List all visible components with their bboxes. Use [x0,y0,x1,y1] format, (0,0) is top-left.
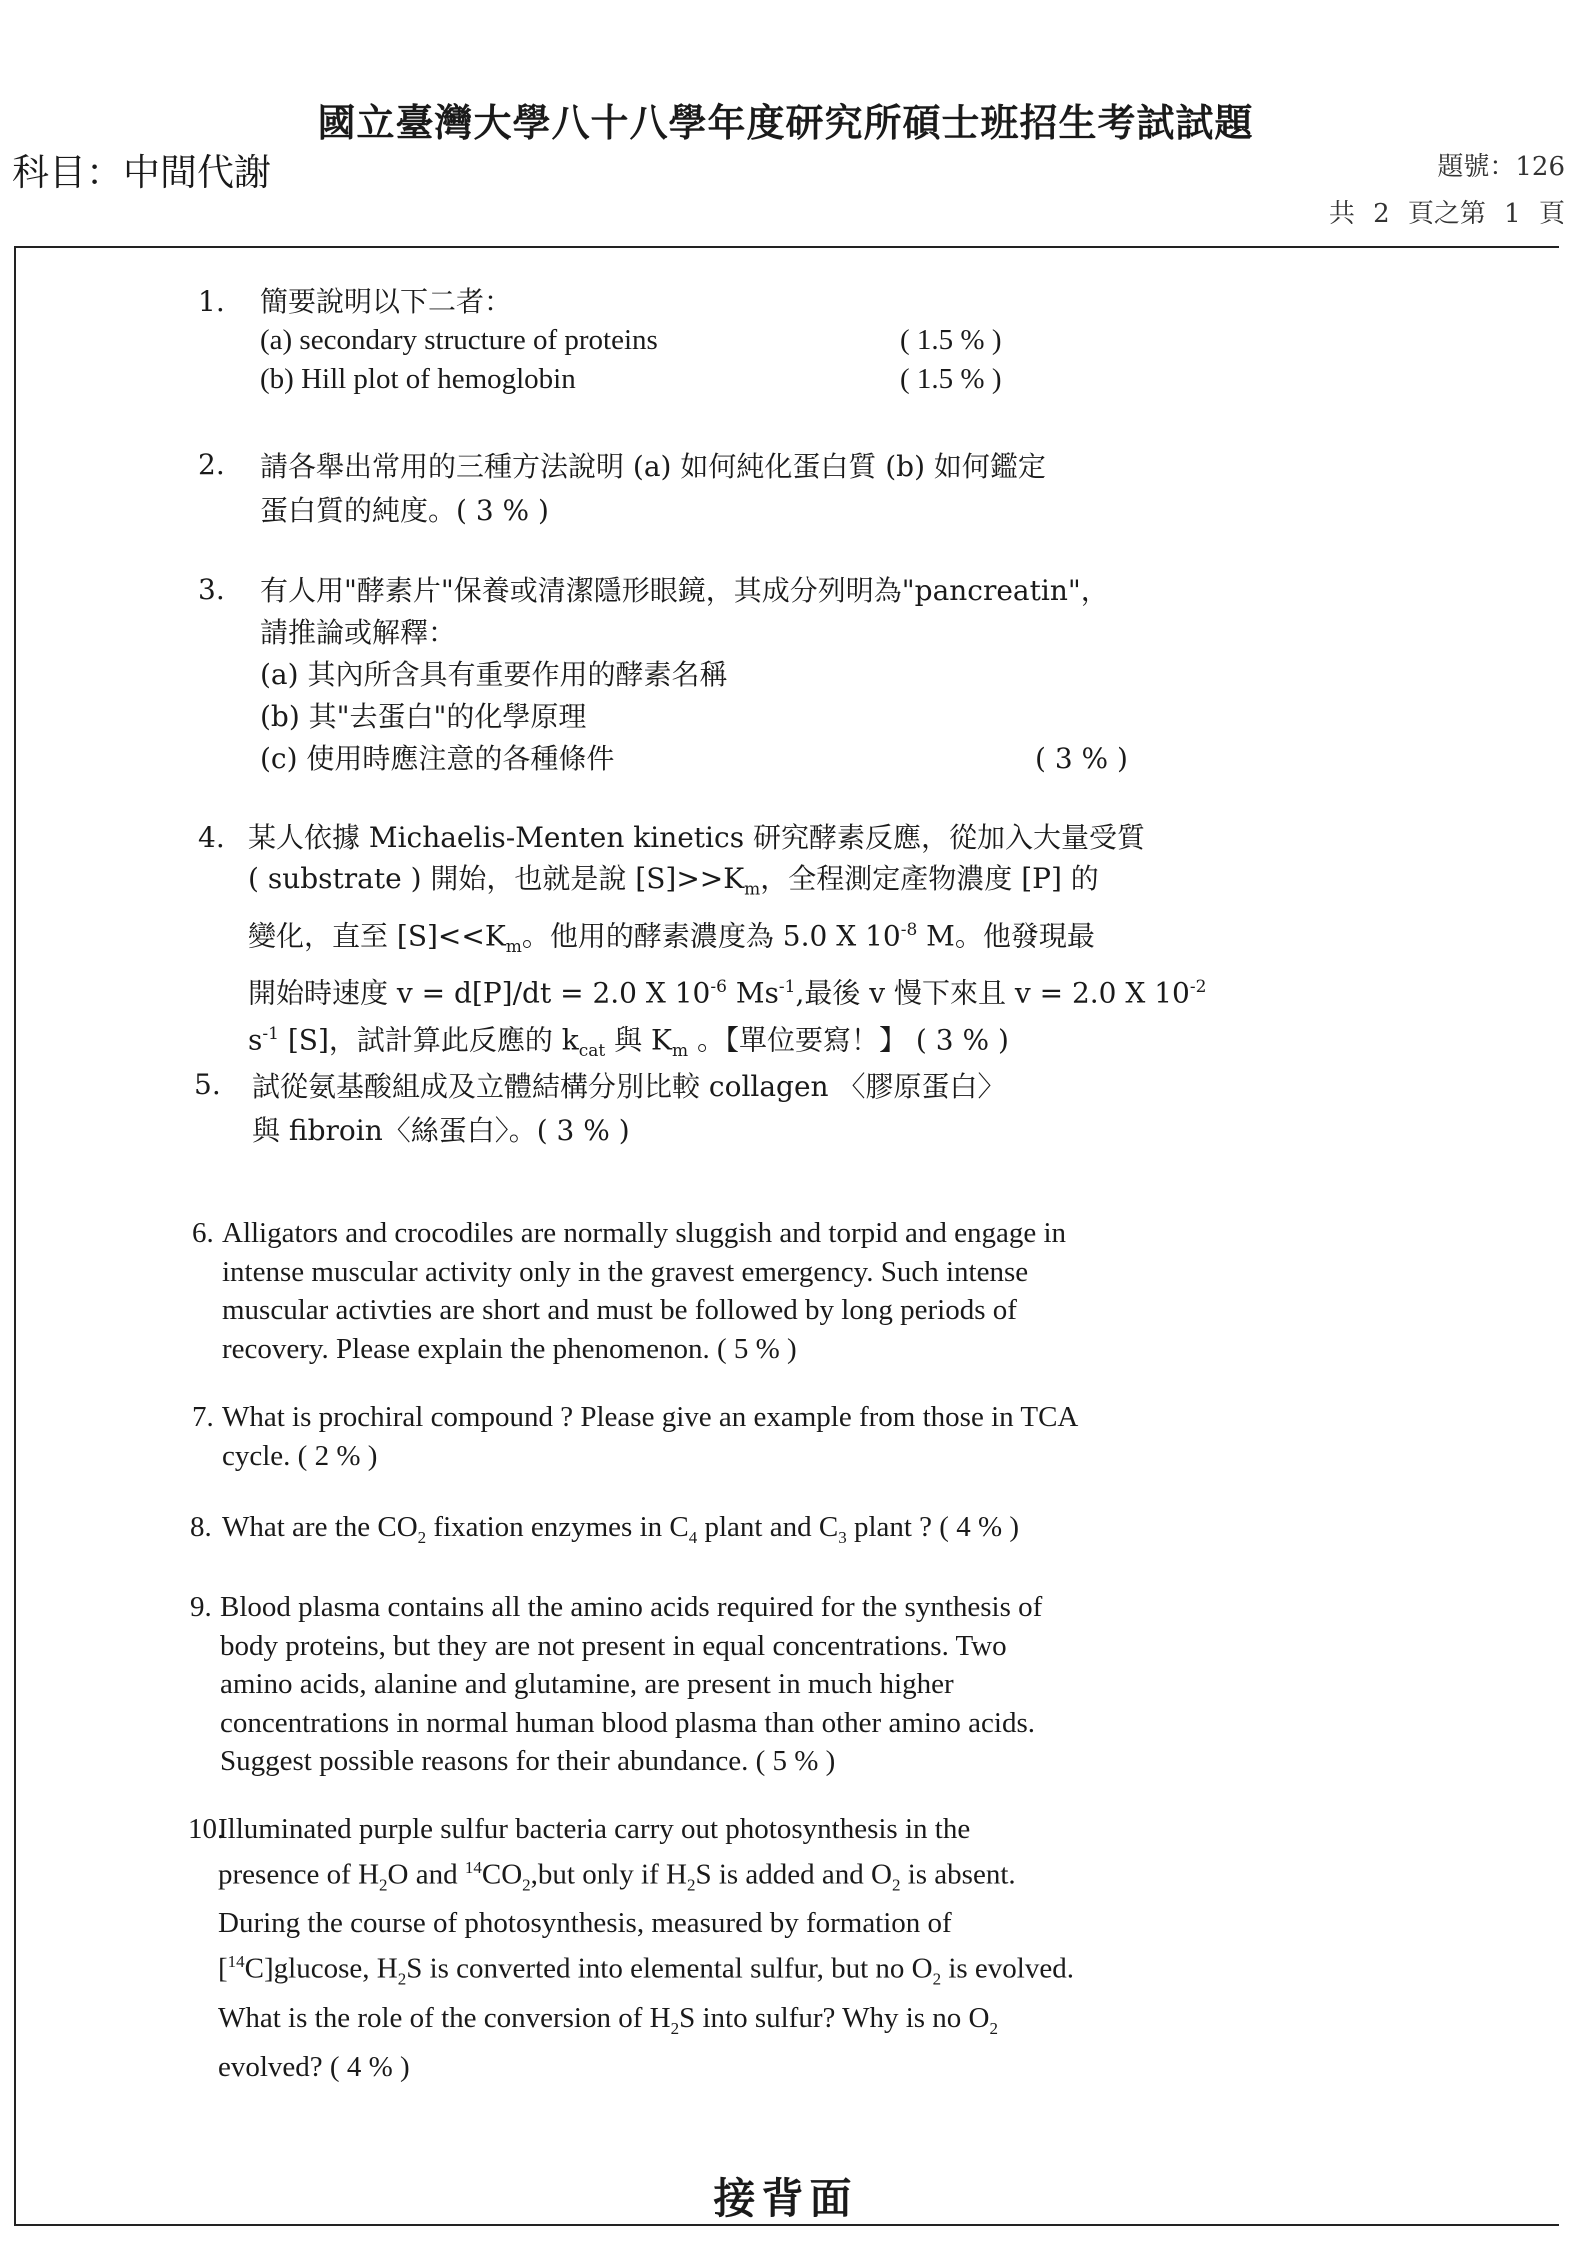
page-indicator: 共 2 頁之第 1 頁 [1328,199,1565,229]
question-text-line: $s^{-1}$ [S]，試計算此反應的 $k_{cat}$ 與 $K_m$ 。【單位要寫！】 ( 3 % ) [248,1023,1009,1061]
question-text-line: What is the role of the conversion of $H_2S$ into sulfur? Why is no $O_2$ [218,2001,998,2038]
question-text-line: muscular activties are short and must be followed by long periods of [222,1294,1017,1326]
question-8 [190,1508,1019,1557]
question-text-line: Alligators and crocodiles are normally sluggish and torpid and engage in [222,1217,1067,1249]
question-number: 4. [198,821,225,854]
question-number: 9. [190,1591,212,1623]
question-text-line: Illuminated purple sulfur bacteria carry out photosynthesis in the [218,1813,971,1845]
question-text-line: intense muscular activity only in the gravest emergency. Such intense [222,1255,1029,1288]
question-text-line: 與 fibroin〈絲蛋白〉。( 3 % ) [252,1114,630,1147]
question-6 [192,1214,1066,1368]
question-number: 6. [192,1217,214,1249]
question-7 [192,1398,1078,1475]
question-text-line: [$^{14}$C]glucose, $H_2S$ is converted into elemental sulfur, but no $O_2$ is evolved. [218,1951,1074,1989]
question-number: 7. [192,1401,214,1433]
exam-title: 國立臺灣大學八十八學年度研究所碩士班招生考試試題 [317,100,1254,145]
question-1 [198,282,1002,398]
question-text-line: 開始時速度 v = d[P]/dt = 2.0 X $10^{-6}$ $Ms^{-1}$,最後 v 慢下來且 v = 2.0 X $10^{-2}$ [248,976,1207,1010]
question-number: 10. [188,1813,225,1845]
question-9 [190,1588,1042,1781]
question-text-line: amino acids, alanine and glutamine, are present in much higher [220,1668,954,1700]
question-text-line: During the course of photosynthesis, measured by formation of [218,1907,952,1940]
score: ( 3 % ) [1035,742,1128,775]
question-number: 3. [198,573,225,606]
question-text-line: 請推論或解釋： [260,616,457,649]
question-text-line: Suggest possible reasons for their abundance. ( 5 % ) [220,1745,836,1777]
question-text-line: 試從氨基酸組成及立體結構分別比較 collagen 〈膠原蛋白〉 [252,1070,1006,1103]
question-text-line: recovery. Please explain the phenomenon. ( 5 % ) [222,1332,797,1365]
question-number: 1. [198,285,225,318]
question-2 [198,445,1046,533]
question-3 [198,570,1128,780]
subquestion-c: (c) 使用時應注意的各種條件 ( 3 % ) [260,738,1109,780]
question-text-line: 請各舉出常用的三種方法說明 (a) 如何純化蛋白質 (b) 如何鑑定 [260,450,1046,483]
question-text-line: 有人用"酵素片"保養或清潔隱形眼鏡，其成分列明為"pancreatin"， [260,574,1109,607]
question-text-line: What are the $CO_2$ fixation enzymes in $C_4$ plant and $C_3$ plant ? ( 4 % ) [222,1511,1020,1547]
subject-label: 科目：中間代謝 [12,151,271,194]
score-b: ( 1.5 % ) [900,362,1002,395]
question-text-line: ( substrate ) 開始，也就是說 $[S]>>K_m$，全程測定產物濃度 [P] 的 [248,861,1099,900]
question-code: 題號：126 [1437,152,1565,182]
continue-on-back-note: 接背面 [713,2174,858,2223]
question-number: 2. [198,448,225,481]
question-10 [188,1810,1074,2087]
question-5 [194,1065,1005,1153]
question-text-line: 蛋白質的純度。( 3 % ) [260,494,549,527]
question-text-line: 某人依據 Michaelis-Menten kinetics 研究酵素反應，從加入大量受質 [248,821,1145,854]
question-text-line: Blood plasma contains all the amino acids required for the synthesis of [220,1591,1043,1623]
question-4 [198,818,1206,1071]
question-text-line: What is prochiral compound ? Please give an example from those in TCA [222,1401,1079,1433]
score-a: ( 1.5 % ) [900,324,1002,356]
question-text-line: body proteins, but they are not present in equal concentrations. Two [220,1629,1007,1662]
question-text-line: cycle. ( 2 % ) [222,1439,378,1472]
question-text: 簡要說明以下二者： [260,285,513,318]
subquestion-a: (a) 其內所含具有重要作用的酵素名稱 [260,658,728,691]
subquestion-a: (a) secondary structure of proteins ( 1.5 % ) [260,321,658,360]
subquestion-b: (b) Hill plot of hemoglobin ( 1.5 % ) [260,360,658,399]
question-number: 5. [194,1068,221,1101]
question-text-line: evolved? ( 4 % ) [218,2051,410,2084]
subquestion-b: (b) 其"去蛋白"的化學原理 [260,700,587,733]
question-text-line: concentrations in normal human blood plasma than other amino acids. [220,1706,1036,1739]
question-text-line: 變化，直至 $[S]<<K_m$。他用的酵素濃度為 5.0 X $10^{-8}$ M。他發現最 [248,918,1095,957]
question-text-line: presence of $H_2O$ and $^{14}CO_2,but$ only if $H_2S$ is added and $O_2$ is absent. [218,1857,1016,1894]
question-number: 8. [190,1511,212,1543]
